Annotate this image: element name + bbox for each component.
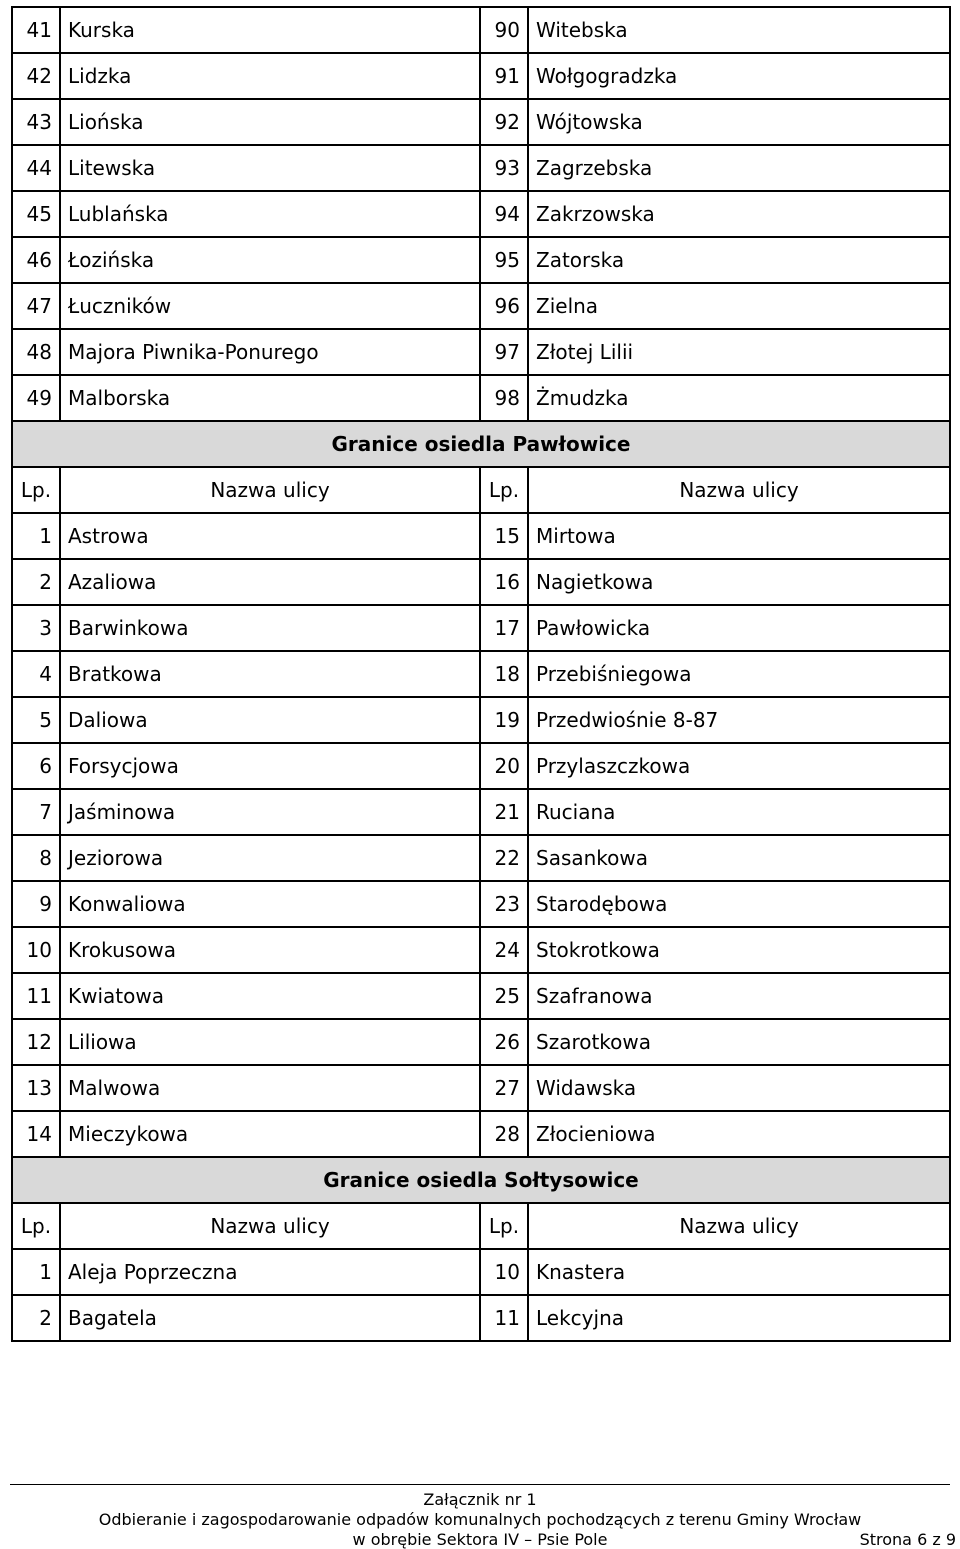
row-number: 20 [480, 743, 528, 789]
row-number: 8 [12, 835, 60, 881]
row-number: 1 [12, 513, 60, 559]
footer-attachment: Załącznik nr 1 [423, 1490, 537, 1509]
row-number: 3 [12, 605, 60, 651]
row-number: 49 [12, 375, 60, 421]
row-number: 93 [480, 145, 528, 191]
street-name: Widawska [528, 1065, 950, 1111]
row-number: 92 [480, 99, 528, 145]
table-row [12, 53, 950, 99]
street-name: Przylaszczkowa [528, 743, 950, 789]
row-number: 14 [12, 1111, 60, 1157]
section-title: Granice osiedla Sołtysowice [12, 1157, 950, 1203]
street-name: Barwinkowa [60, 605, 480, 651]
section-header-row [12, 421, 950, 467]
row-number: 97 [480, 329, 528, 375]
street-name: Sasankowa [528, 835, 950, 881]
row-number: 90 [480, 7, 528, 53]
column-header-row [12, 1203, 950, 1249]
table-row [12, 651, 950, 697]
table-row [12, 237, 950, 283]
street-name: Forsycjowa [60, 743, 480, 789]
header-street-name: Nazwa ulicy [60, 467, 480, 513]
street-name: Jeziorowa [60, 835, 480, 881]
street-name: Konwaliowa [60, 881, 480, 927]
street-name: Pawłowicka [528, 605, 950, 651]
street-name: Lekcyjna [528, 1295, 950, 1341]
row-number: 13 [12, 1065, 60, 1111]
row-number: 28 [480, 1111, 528, 1157]
table-row [12, 99, 950, 145]
row-number: 41 [12, 7, 60, 53]
footer-sector: w obrębie Sektora IV – Psie Pole [352, 1530, 608, 1549]
street-name: Przedwiośnie 8-87 [528, 697, 950, 743]
table-row [12, 7, 950, 53]
street-name: Mieczykowa [60, 1111, 480, 1157]
row-number: 7 [12, 789, 60, 835]
table-row [12, 513, 950, 559]
table-row [12, 283, 950, 329]
street-name: Nagietkowa [528, 559, 950, 605]
row-number: 96 [480, 283, 528, 329]
street-name: Zakrzowska [528, 191, 950, 237]
table-row [12, 881, 950, 927]
row-number: 21 [480, 789, 528, 835]
row-number: 46 [12, 237, 60, 283]
street-name: Knastera [528, 1249, 950, 1295]
row-number: 25 [480, 973, 528, 1019]
table-row [12, 375, 950, 421]
row-number: 10 [480, 1249, 528, 1295]
row-number: 4 [12, 651, 60, 697]
street-name: Starodębowa [528, 881, 950, 927]
row-number: 10 [12, 927, 60, 973]
table-row [12, 1019, 950, 1065]
row-number: 47 [12, 283, 60, 329]
table-row [12, 1111, 950, 1157]
row-number: 44 [12, 145, 60, 191]
row-number: 24 [480, 927, 528, 973]
street-name: Stokrotkowa [528, 927, 950, 973]
row-number: 19 [480, 697, 528, 743]
header-lp: Lp. [480, 1203, 528, 1249]
street-name: Kwiatowa [60, 973, 480, 1019]
street-name: Lublańska [60, 191, 480, 237]
header-lp: Lp. [12, 1203, 60, 1249]
street-name: Bratkowa [60, 651, 480, 697]
street-name: Malwowa [60, 1065, 480, 1111]
table-row [12, 145, 950, 191]
row-number: 94 [480, 191, 528, 237]
street-name: Wołgogradzka [528, 53, 950, 99]
column-header-row [12, 467, 950, 513]
street-name: Jaśminowa [60, 789, 480, 835]
table-row [12, 559, 950, 605]
header-lp: Lp. [12, 467, 60, 513]
street-name: Lidzka [60, 53, 480, 99]
row-number: 1 [12, 1249, 60, 1295]
footer-divider [10, 1484, 950, 1485]
street-name: Mirtowa [528, 513, 950, 559]
row-number: 2 [12, 559, 60, 605]
row-number: 9 [12, 881, 60, 927]
street-name: Złotej Lilii [528, 329, 950, 375]
row-number: 27 [480, 1065, 528, 1111]
row-number: 11 [480, 1295, 528, 1341]
table-row [12, 697, 950, 743]
street-name: Wójtowska [528, 99, 950, 145]
row-number: 26 [480, 1019, 528, 1065]
street-name: Litewska [60, 145, 480, 191]
row-number: 95 [480, 237, 528, 283]
section-header-row [12, 1157, 950, 1203]
street-name: Liońska [60, 99, 480, 145]
street-name: Liliowa [60, 1019, 480, 1065]
street-name: Szafranowa [528, 973, 950, 1019]
row-number: 23 [480, 881, 528, 927]
street-name: Łuczników [60, 283, 480, 329]
header-lp: Lp. [480, 467, 528, 513]
street-name: Astrowa [60, 513, 480, 559]
street-name: Zagrzebska [528, 145, 950, 191]
row-number: 15 [480, 513, 528, 559]
row-number: 91 [480, 53, 528, 99]
street-name: Zatorska [528, 237, 950, 283]
table-row [12, 973, 950, 1019]
street-name: Kurska [60, 7, 480, 53]
street-name: Przebiśniegowa [528, 651, 950, 697]
street-name: Daliowa [60, 697, 480, 743]
street-name: Ruciana [528, 789, 950, 835]
row-number: 98 [480, 375, 528, 421]
row-number: 17 [480, 605, 528, 651]
table-row [12, 927, 950, 973]
table-row [12, 1295, 950, 1341]
section-title: Granice osiedla Pawłowice [12, 421, 950, 467]
row-number: 16 [480, 559, 528, 605]
row-number: 11 [12, 973, 60, 1019]
street-name: Azaliowa [60, 559, 480, 605]
street-name: Malborska [60, 375, 480, 421]
table-row [12, 1249, 950, 1295]
header-street-name: Nazwa ulicy [528, 1203, 950, 1249]
page-number: Strona 6 z 9 [859, 1530, 956, 1549]
row-number: 43 [12, 99, 60, 145]
row-number: 42 [12, 53, 60, 99]
row-number: 18 [480, 651, 528, 697]
row-number: 5 [12, 697, 60, 743]
table-row [12, 329, 950, 375]
street-name: Złocieniowa [528, 1111, 950, 1157]
street-name: Witebska [528, 7, 950, 53]
row-number: 48 [12, 329, 60, 375]
table-row [12, 1065, 950, 1111]
row-number: 6 [12, 743, 60, 789]
table-row [12, 789, 950, 835]
street-name: Żmudzka [528, 375, 950, 421]
row-number: 2 [12, 1295, 60, 1341]
street-name: Szarotkowa [528, 1019, 950, 1065]
row-number: 22 [480, 835, 528, 881]
table-row [12, 191, 950, 237]
street-name: Majora Piwnika-Ponurego [60, 329, 480, 375]
header-street-name: Nazwa ulicy [60, 1203, 480, 1249]
streets-table [11, 6, 951, 1342]
street-name: Bagatela [60, 1295, 480, 1341]
row-number: 45 [12, 191, 60, 237]
table-row [12, 835, 950, 881]
street-name: Zielna [528, 283, 950, 329]
street-name: Krokusowa [60, 927, 480, 973]
table-row [12, 743, 950, 789]
row-number: 12 [12, 1019, 60, 1065]
street-name: Łozińska [60, 237, 480, 283]
footer-description: Odbieranie i zagospodarowanie odpadów komunalnych pochodzących z terenu Gminy Wrocław [98, 1510, 862, 1529]
table-row [12, 605, 950, 651]
street-name: Aleja Poprzeczna [60, 1249, 480, 1295]
header-street-name: Nazwa ulicy [528, 467, 950, 513]
